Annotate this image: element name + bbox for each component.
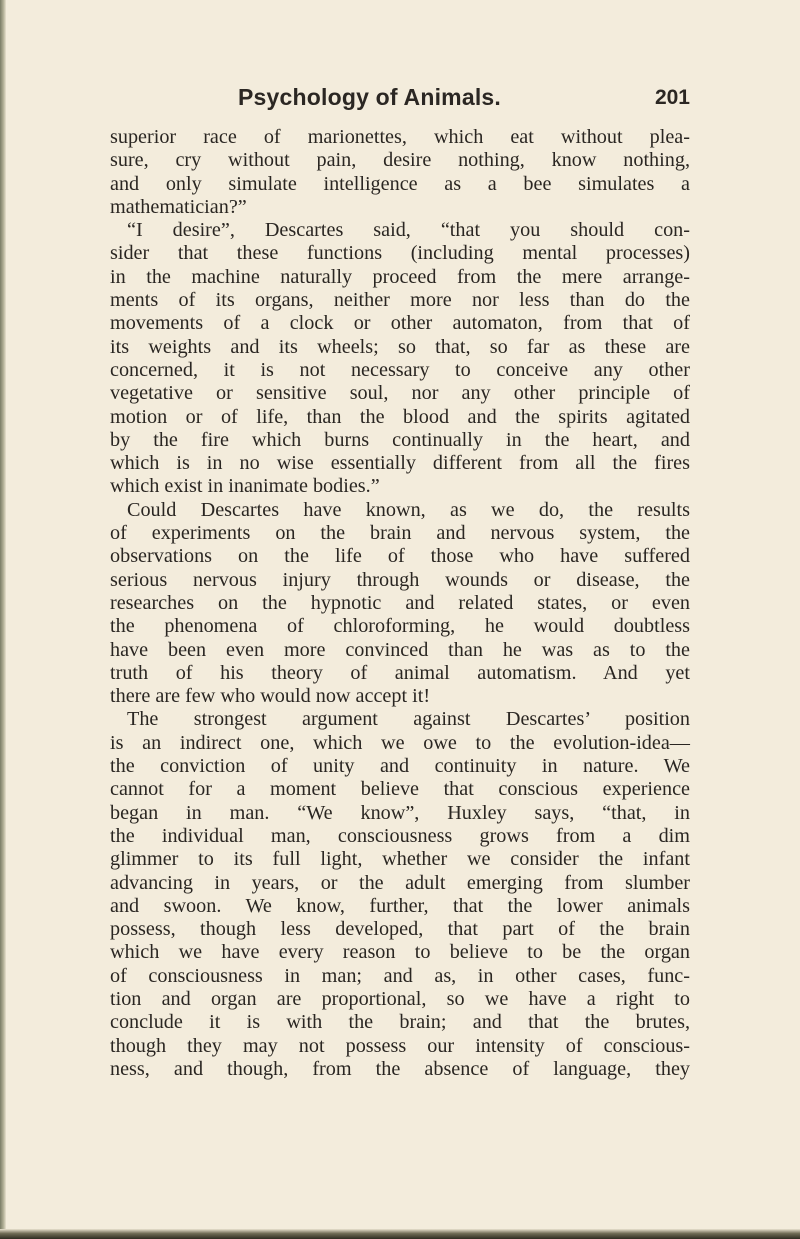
text-line: by the fire which burns continually in the heart, and [110,428,690,451]
text-line: ness, and though, from the absence of language, they [110,1057,690,1080]
text-line: which is in no wise essentially different from all the fires [110,452,690,475]
text-line: of consciousness in man; and as, in other cases, func- [110,964,690,987]
text-line: there are few who would now accept it! [110,685,431,708]
text-line: mathematician?” [110,195,247,218]
text-line: is an indirect one, which we owe to the evolution-idea— [110,731,690,754]
text-line: the conviction of unity and continuity in nature. We [110,755,690,778]
text-line: “I desire”, Descartes said, “that you should con- [127,219,690,242]
text-line: its weights and its wheels; so that, so far as these are [110,335,690,358]
text-line: the individual man, consciousness grows from a dim [110,824,690,847]
text-line: researches on the hypnotic and related states, or even [110,591,690,614]
text-line: glimmer to its full light, whether we consider the infant [110,848,690,871]
text-line: of experiments on the brain and nervous system, the [110,522,690,545]
page-number: 201 [654,86,690,109]
text-line: vegetative or sensitive soul, nor any other principle of [110,382,690,405]
text-line: movements of a clock or other automaton, from that of [110,312,690,335]
running-title: Psychology of Animals. [238,84,501,110]
text-line: though they may not possess our intensity of conscious- [110,1034,690,1057]
text-line: cannot for a moment believe that conscious experience [110,778,690,801]
text-line: Could Descartes have known, as we do, the results [127,498,690,521]
text-line: in the machine naturally proceed from the mere arrange- [110,265,690,288]
body-text [110,126,690,1081]
text-line: conclude it is with the brain; and that the brutes, [110,1011,690,1034]
page-bottom-edge [0,1229,800,1239]
text-line: The strongest argument against Descartes’ position [127,708,690,731]
text-line: which we have every reason to believe to be the organ [110,941,690,964]
text-line: ments of its organs, neither more nor less than do the [110,289,690,312]
text-line: possess, though less developed, that part of the brain [110,918,690,941]
text-line: began in man. “We know”, Huxley says, “that, in [110,801,690,824]
text-line: motion or of life, than the blood and the spirits agitated [110,405,690,428]
text-line: observations on the life of those who have suffered [110,545,690,568]
text-line: and only simulate intelligence as a bee simulates a [110,172,690,195]
page-gutter-shadow [0,0,6,1239]
text-line: concerned, it is not necessary to conceive any other [110,358,690,381]
text-line: superior race of marionettes, which eat without plea- [110,126,690,148]
text-line: the phenomena of chloroforming, he would doubtless [110,615,690,638]
text-line: sure, cry without pain, desire nothing, know nothing, [110,149,690,172]
text-line: serious nervous injury through wounds or disease, the [110,568,690,591]
text-line: advancing in years, or the adult emerging from slumber [110,871,690,894]
text-line: have been even more convinced than he was as to the [110,638,690,661]
text-line: truth of his theory of animal automatism. And yet [110,661,690,684]
text-line: which exist in inanimate bodies.” [110,475,380,498]
page-header [108,84,698,116]
text-line: tion and organ are proportional, so we have a right to [110,987,690,1010]
text-line: sider that these functions (including mental processes) [110,242,690,265]
text-line: and swoon. We know, further, that the lower animals [110,894,690,917]
